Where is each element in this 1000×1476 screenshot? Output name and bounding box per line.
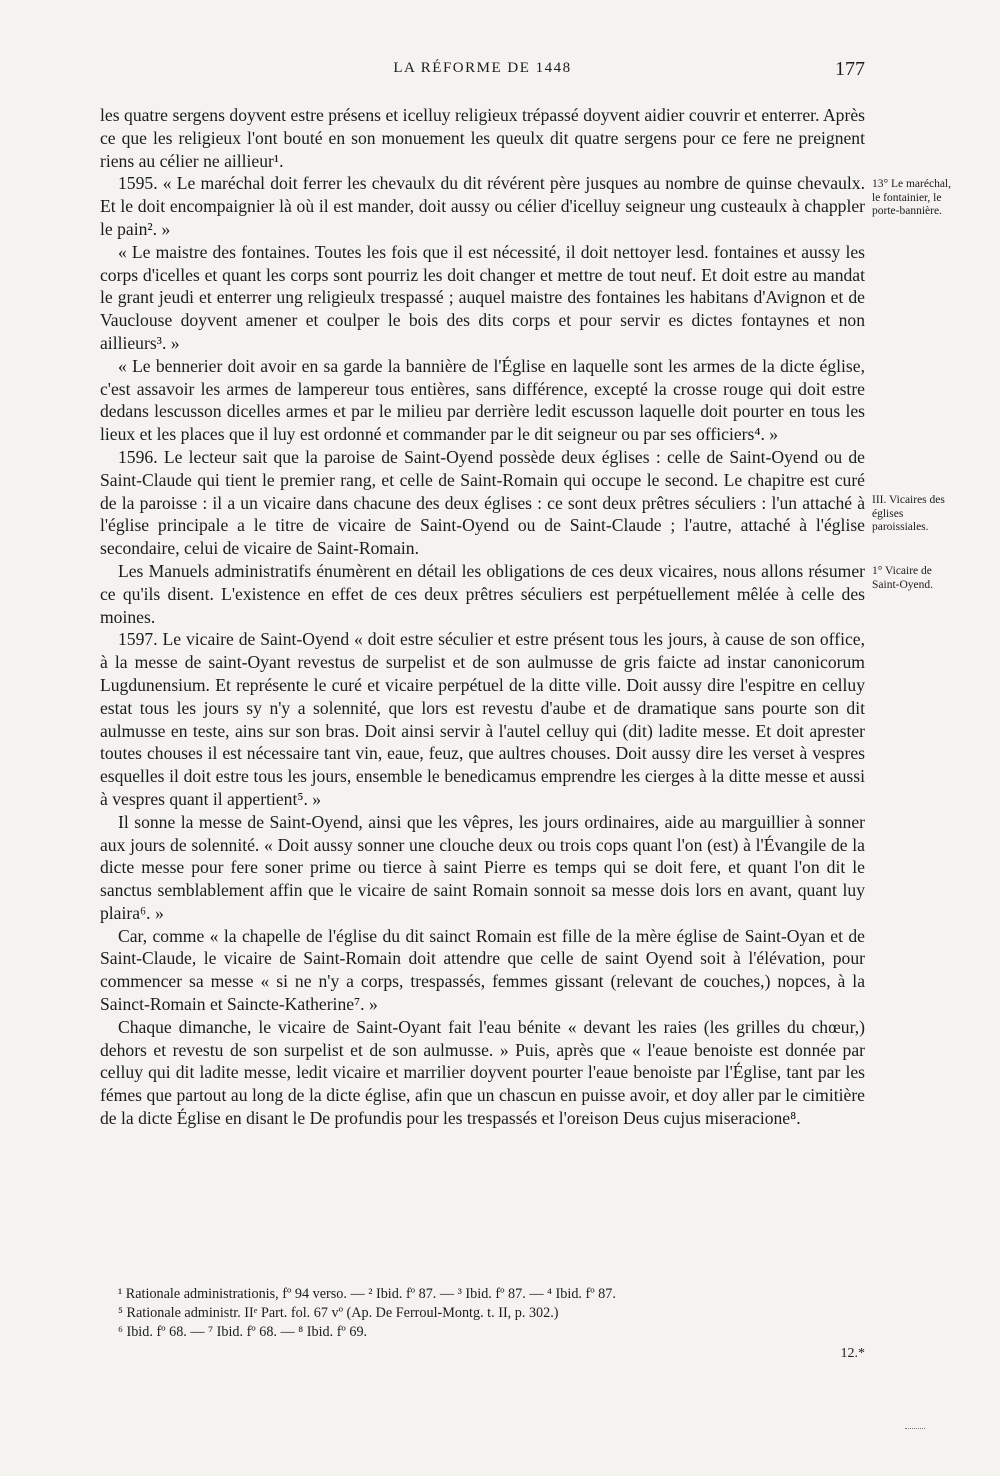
paragraph: Car, comme « la chapelle de l'église du dit sainct Romain est fille de la mère église de Saint-Oyan et de Saint-Claude, le vicaire de Saint-Romain doit attendre que celle de saint Oyend soit à l'élévation, pour commencer sa messe « si ne n'y a corps, trespassés, femmes gissant (relevant de couches,) nopces, à la Sainct-Romain et Saincte-Katherine⁷. » — [100, 925, 865, 1015]
signature-mark: 12.* — [840, 1346, 865, 1361]
paragraph: « Le maistre des fontaines. Toutes les fois que il est nécessité, il doit nettoyer lesd. fontaines et aussy les corps d'icelles et quant les corps sont pourriz les doit changer et mettre de tout neuf. Et doit estre au mandat le grant jeudi et enterrer ung religieulx trespassé ; auquel maistre des fontaines les habitans d'Avignon et de Vauclouse doyvent amener et coulper le bois des dits corps et pour servir es dictes fontaynes et non aillieurs³. » — [100, 241, 865, 353]
page-number: 177 — [835, 58, 865, 80]
running-title: LA RÉFORME DE 1448 — [393, 60, 572, 76]
sidenote-vicaire-saint-oyend: 1° Vicaire de Saint-Oyend. — [872, 565, 934, 591]
paragraph: Il sonne la messe de Saint-Oyend, ainsi que les vêpres, les jours ordinaires, aide au marguillier à sonner aux jours de solennité. « Doit aussy sonner une clouche deux ou trois cops quant l'on (est) à l'Évangile de la dicte messe pour fere soner prime ou tierce à saint Pierre es temps qui se doit fere, et quant l'on dit le sanctus semblablement affin que le vicaire de saint Romain sonnoit sa messe dois lors en avant, quant luy plaira⁶. » — [100, 811, 865, 923]
paragraph: Chaque dimanche, le vicaire de Saint-Oyant fait l'eau bénite « devant les raies (les grilles du chœur,) dehors et revestu de son surpelist et de son aulmusse. » Puis, après que « l'eaue benoiste est donnée par celluy qui dit ladite messe, ledit vicaire et marrilier doyvent pourter l'eaue benoiste par l'Église, tant par les fémes que partout au long de la dicte église, afin que un chascun en puisse avoir, et doy aller par le cimitière de la dicte Église en disant le De profundis pour les trespassés et l'oreison Deus cujus miseracione⁸. — [100, 1016, 865, 1129]
paragraph: les quatre sergens doyvent estre présens et icelluy religieux trépassé doyvent aidier couvrir et enterrer. Après ce que les religieux l'ont bouté en son monuement les queulx dit quatre sergens pour ce fere ne preignent riens au célier ne aillieur¹. — [100, 105, 865, 171]
footnote-line: ⁶ Ibid. fº 68. — ⁷ Ibid. fº 68. — ⁸ Ibid. fº 69. — [118, 1324, 368, 1340]
paragraph: Les Manuels administratifs énumèrent en détail les obligations de ces deux vicaires, nous allons résumer ce qu'ils disent. L'existence en effet de ces deux prêtres séculiers est perpétuellement mêlée à celle des moines. — [100, 560, 865, 627]
corner-mark — [905, 1428, 925, 1431]
main-text — [100, 104, 865, 1130]
paragraph-1596: 1596. Le lecteur sait que la paroise de Saint-Oyend possède deux églises : celle de Saint-Oyend ou de Saint-Claude qui tient le premier rang, et celle de Saint-Romain qui occupe le second. Le chapitre est curé de la paroisse : il a un vicaire dans chacune des deux églises : ce sont deux prêtres séculiers : l'un attaché à l'église principale a le titre de vicaire de Saint-Oyend ou de Saint-Claude ; l'autre, attaché à l'église secondaire, celui de vicaire de Saint-Romain. — [100, 446, 865, 559]
sidenote-marechal: 13° Le maréchal, le fontainier, le porte-bannière. — [872, 178, 951, 217]
paragraph: « Le bennerier doit avoir en sa garde la bannière de l'Église en laquelle sont les armes de la dicte église, c'est assavoir les armes de lampereur tous entières, sans différence, excepté la crosse rouge qui doit estre dedans lescusson dicelles armes et par le milieu par derrière ledit escusson laquelle doit pourter en tous les lieux et les places que il luy est ordonné et commander par le dit seigneur ou par ses officiers⁴. » — [100, 355, 865, 445]
footnote-line: ⁵ Rationale administr. IIᵉ Part. fol. 67 vº (Ap. De Ferroul-Montg. t. II, p. 302.) — [118, 1305, 559, 1321]
footnote-line: ¹ Rationale administrationis, fº 94 verso. — ² Ibid. fº 87. — ³ Ibid. fº 87. — ⁴ Ibid. fº 87. — [118, 1286, 616, 1302]
sidenote-vicaires: III. Vicaires des églises paroissiales. — [872, 494, 945, 533]
paragraph-1595: 1595. « Le maréchal doit ferrer les chevaulx du dit révérent père jusques au nombre de quinse chevaulx. Et le doit encompaignier là où il est mander, doit aussy ou célier d'icelluy seigneur ung custeaulx à chappler le pain². » — [100, 173, 865, 239]
paragraph-1597: 1597. Le vicaire de Saint-Oyend « doit estre séculier et estre présent tous les jours, à cause de son office, à la messe de saint-Oyant revestus de surpelist et de son aulmusse de gris faicte ad instar canonicorum Lugdunensium. Et représente le curé et vicaire perpétuel de la ditte ville. Doit aussy dire l'espitre en celluy estat tous les jours sy n'y a solennité, que lors est revestu d'aube et de dramatique sans pourte son dit aulmusse en teste, ains sur son bras. Doit ainsi servir à l'autel celluy qui (dit) ladite messe. Et doit aprester toutes chouses il est nécessaire tant vin, eaue, feuz, que aultres chouses. Doit aussy dire les verset à vespres esquelles il doit estre tous les jours, ensemble le benedicamus emprendre les cierges à la ditte messe et aussi à vespres quant il appertient⁵. » — [100, 629, 865, 809]
footnotes — [118, 1285, 858, 1342]
page-header — [100, 58, 865, 84]
